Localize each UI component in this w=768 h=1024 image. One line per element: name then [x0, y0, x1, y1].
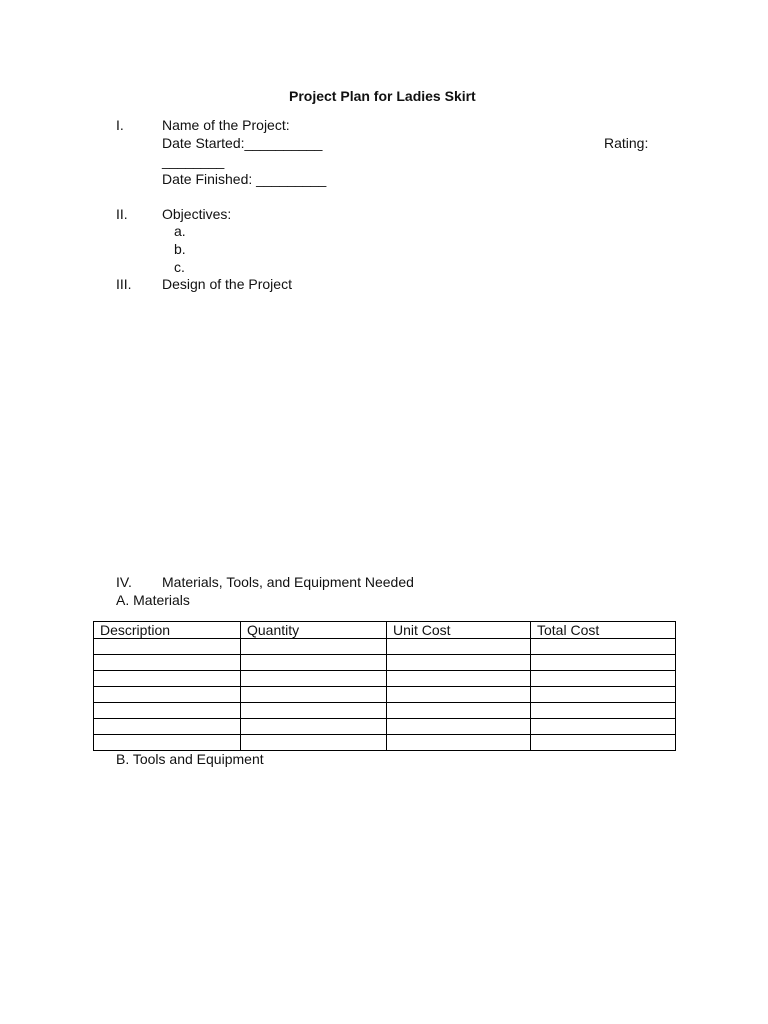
section-ii-numeral: II. — [116, 206, 128, 222]
table-cell — [531, 671, 676, 687]
table-cell — [531, 719, 676, 735]
table-row — [94, 703, 676, 719]
table-cell — [387, 687, 531, 703]
table-cell — [387, 735, 531, 751]
table-cell — [387, 639, 531, 655]
table-cell — [241, 671, 387, 687]
table-cell — [241, 639, 387, 655]
table-cell — [241, 655, 387, 671]
rating-label: Rating: — [604, 135, 649, 151]
objective-item: a. — [174, 223, 186, 239]
table-row — [94, 639, 676, 655]
table-cell — [241, 687, 387, 703]
table-row — [94, 655, 676, 671]
table-cell — [241, 735, 387, 751]
date-started-field: Date Started:__________ — [162, 135, 323, 151]
table-cell — [387, 655, 531, 671]
table-cell — [387, 703, 531, 719]
materials-table — [93, 621, 676, 751]
table-cell — [94, 671, 241, 687]
objective-item: b. — [174, 241, 186, 257]
project-name-label: Name of the Project: — [162, 117, 290, 133]
column-header-total-cost: Total Cost — [531, 622, 676, 639]
table-row — [94, 735, 676, 751]
table-row — [94, 687, 676, 703]
table-cell — [531, 703, 676, 719]
section-iv-numeral: IV. — [116, 574, 132, 590]
rating-blank: ________ — [162, 153, 225, 169]
table-cell — [531, 639, 676, 655]
section-iii-numeral: III. — [116, 276, 132, 292]
table-cell — [531, 687, 676, 703]
column-header-quantity: Quantity — [241, 622, 387, 639]
table-cell — [241, 703, 387, 719]
materials-subheading: A. Materials — [116, 592, 190, 608]
table-cell — [387, 719, 531, 735]
table-cell — [531, 655, 676, 671]
objectives-label: Objectives: — [162, 206, 232, 222]
table-row — [94, 719, 676, 735]
tools-equipment-subheading: B. Tools and Equipment — [116, 751, 264, 767]
table-cell — [387, 671, 531, 687]
objective-item: c. — [174, 259, 185, 275]
table-cell — [94, 655, 241, 671]
column-header-description: Description — [94, 622, 241, 639]
table-cell — [94, 703, 241, 719]
table-row — [94, 671, 676, 687]
materials-tools-label: Materials, Tools, and Equipment Needed — [162, 574, 414, 590]
section-i-numeral: I. — [116, 117, 124, 133]
table-cell — [94, 639, 241, 655]
table-cell — [241, 719, 387, 735]
document-title: Project Plan for Ladies Skirt — [289, 88, 476, 104]
table-cell — [94, 687, 241, 703]
column-header-unit-cost: Unit Cost — [387, 622, 531, 639]
date-finished-field: Date Finished: _________ — [162, 171, 327, 187]
table-cell — [531, 735, 676, 751]
table-cell — [94, 735, 241, 751]
table-header-row — [94, 622, 676, 639]
table-cell — [94, 719, 241, 735]
design-label: Design of the Project — [162, 276, 292, 292]
